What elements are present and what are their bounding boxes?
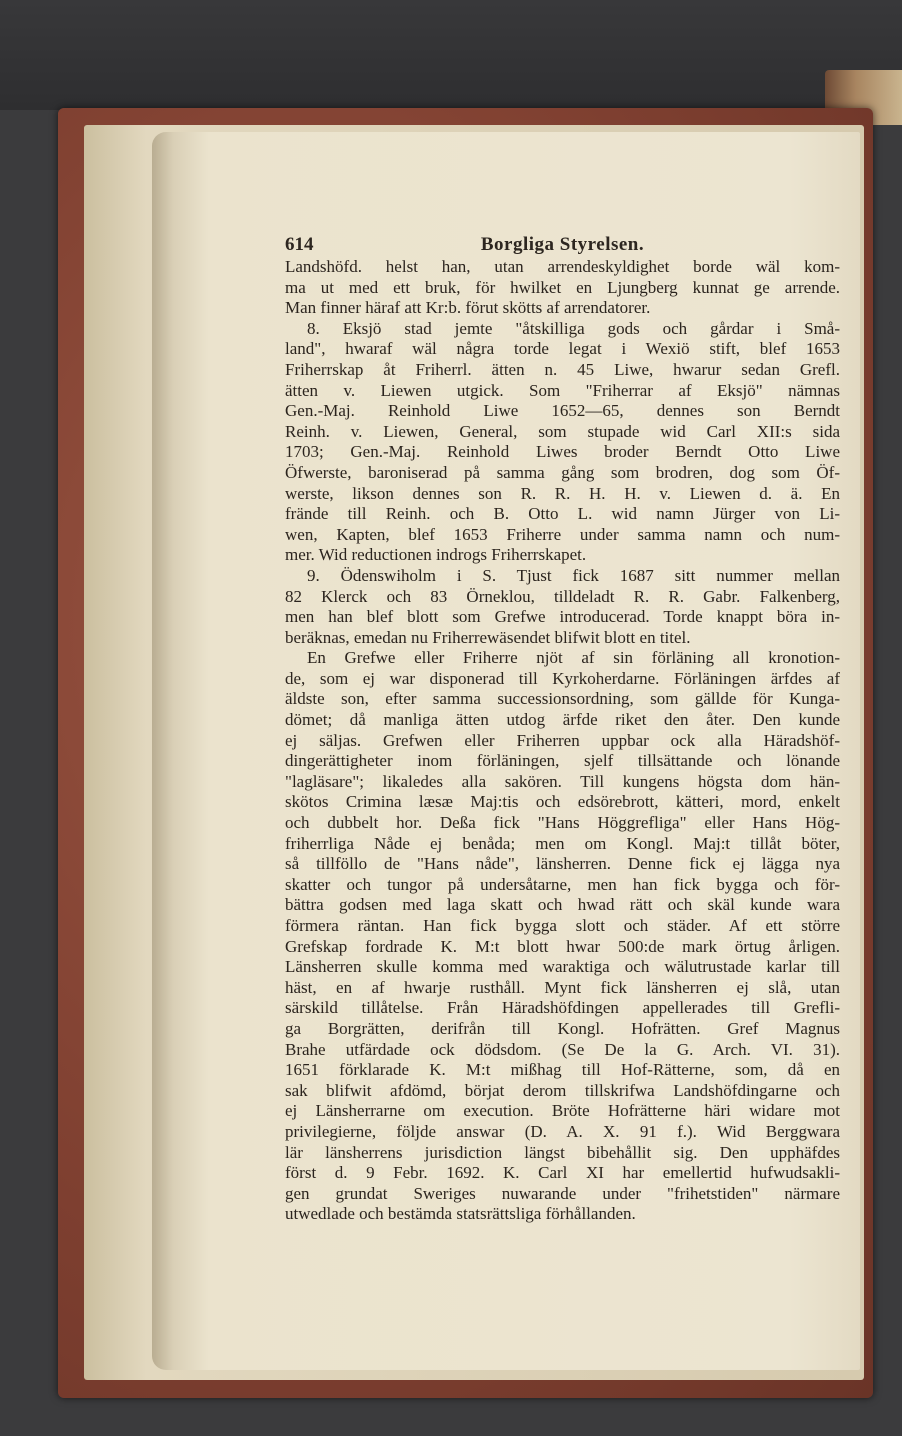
running-title: Borgliga Styrelsen. bbox=[480, 234, 645, 255]
text-line: de, som ej war disponerad till Kyrkoherdarne. Förläningen ärfdes af bbox=[285, 668, 840, 688]
text-line: ätten v. Liewen utgick. Som "Friherrar af Eksjö" nämnas bbox=[285, 380, 840, 400]
text-line: utwedlade och bestämda statsrättsliga förhållanden. bbox=[285, 1204, 636, 1224]
text-line: Reinh. v. Liewen, General, som stupade wid Carl XII:s sida bbox=[285, 421, 840, 441]
text-line: lär länsherrens jurisdiction längst bibehållit sig. Den upphäfdes bbox=[285, 1142, 840, 1162]
paragraph bbox=[285, 566, 840, 648]
text-line: land", hwaraf wäl några torde legat i Wexiö stift, blef 1653 bbox=[285, 339, 840, 359]
text-line: häst, en af hwarje rusthåll. Mynt fick länsherren ej slå, utan bbox=[285, 977, 840, 997]
text-line: ej Länsherrarne om execution. Bröte Hofrätterne häri widare mot bbox=[285, 1101, 840, 1121]
text-line: Öfwerste, baroniserad på samma gång som brodren, dog som Öf- bbox=[285, 462, 840, 482]
text-line: bättra godsen med laga skatt och hwad rätt och skäl kunde wara bbox=[285, 895, 840, 915]
text-line: wen, Kapten, blef 1653 Friherre under samma namn och num- bbox=[285, 524, 840, 544]
text-line: förmera räntan. Han fick bygga slott och städer. Af ett större bbox=[285, 916, 840, 935]
text-line: privilegierne, följde answar (D. A. X. 91 f.). Wid Berggwara bbox=[285, 1121, 840, 1141]
text-line: mer. Wid reductionen indrogs Friherrskapet. bbox=[285, 545, 587, 565]
text-line: Gen.-Maj. Reinhold Liwe 1652—65, dennes son Berndt bbox=[285, 401, 840, 421]
text-line: Grefskap fordrade K. M:t blott hwar 500:de mark örtug årligen. bbox=[285, 936, 840, 956]
text-line: Man finner häraf att Kr:b. förut skötts af arrendatorer. bbox=[285, 298, 651, 318]
text-line: Friherrskap åt Friherrl. ätten n. 45 Liwe, hwarur sedan Grefl. bbox=[285, 359, 840, 379]
text-line: gen grundat Sweriges nuwarande under "frihetstiden" närmare bbox=[285, 1183, 840, 1203]
page-number: 614 bbox=[285, 234, 314, 255]
text-line: men han blef blott som Grefwe introducerad. Torde knappt böra in- bbox=[285, 607, 840, 627]
background bbox=[0, 0, 902, 110]
text-line: 1651 förklarade K. M:t mißhag till Hof-Rätterne, som, då en bbox=[285, 1060, 840, 1080]
paragraph bbox=[285, 648, 840, 1225]
text-line: 8. Eksjö stad jemte "åtskilliga gods och gårdar i Små- bbox=[307, 318, 840, 338]
paragraph bbox=[285, 319, 840, 566]
text-line: skatter och tungor på undersåtarne, men han fick bygga och för- bbox=[285, 874, 840, 894]
text-line: ej säljas. Grefwen eller Friherren uppbar ock alla Häradshöf- bbox=[285, 730, 840, 750]
text-line: först d. 9 Febr. 1692. K. Carl XI har emellertid hufwudsakli- bbox=[285, 1163, 840, 1183]
text-line: beräknas, emedan nu Friherrewäsendet blifwit blott en titel. bbox=[285, 627, 691, 647]
text-line: Länsherren skulle komma med waraktiga och wälutrustade karlar till bbox=[285, 957, 840, 977]
text-line: och dubbelt hor. Deßa fick "Hans Höggrefliga" eller Hans Hög- bbox=[285, 813, 840, 833]
page-header bbox=[285, 234, 840, 258]
text-line: så tillföllo de "Hans nåde", länsherren. Denne fick ej lägga nya bbox=[285, 854, 840, 874]
text-line: 1703; Gen.-Maj. Reinhold Liwes broder Berndt Otto Liwe bbox=[285, 442, 840, 462]
text-line: ma ut med ett bruk, för hwilket en Ljungberg kunnat ge arrende. bbox=[285, 277, 840, 297]
text-line: werste, likson dennes son R. R. H. H. v. Liewen d. ä. En bbox=[285, 483, 840, 503]
paragraph bbox=[285, 257, 840, 319]
text-line: 9. Ödenswiholm i S. Tjust fick 1687 sitt nummer mellan bbox=[307, 565, 840, 585]
page-body-text bbox=[285, 257, 840, 1225]
text-line: frände till Reinh. och B. Otto L. wid namn Jürger von Li- bbox=[285, 504, 840, 524]
text-line: Brahe utfärdade ock dödsdom. (Se De la G. Arch. VI. 31). bbox=[285, 1039, 840, 1059]
text-line: särskild tillåtelse. Från Häradshöfdingen appellerades till Grefli- bbox=[285, 998, 840, 1018]
text-line: dömet; då manliga ätten utdog ärfde riket den åter. Den kunde bbox=[285, 710, 840, 730]
text-line: äldste son, efter samma successionsordning, som gällde för Kunga- bbox=[285, 689, 840, 709]
text-line: friherrliga Nåde ej benåda; men om Kongl. Maj:t tillåt böter, bbox=[285, 833, 840, 853]
text-line: dingerättigheter inom förläningen, sjelf tillsättande och lönande bbox=[285, 751, 840, 771]
text-line: sak blifwit afdömd, börjat derom tillskrifwa Landshöfdingarne och bbox=[285, 1080, 840, 1100]
text-line: "lagläsare"; likaledes alla sakören. Till kungens högsta dom hän- bbox=[285, 771, 840, 791]
text-line: ga Borgrätten, derifrån till Kongl. Hofrätten. Gref Magnus bbox=[285, 1018, 840, 1038]
text-line: skötos Crimina læsæ Maj:tis och edsörebrott, kätteri, mord, enkelt bbox=[285, 792, 840, 812]
text-line: En Grefwe eller Friherre njöt af sin förläning all kronotion- bbox=[307, 648, 840, 668]
text-line: Landshöfd. helst han, utan arrendeskyldighet borde wäl kom- bbox=[285, 257, 840, 276]
text-line: 82 Klerck och 83 Örneklou, tilldeladt R. R. Gabr. Falkenberg, bbox=[285, 586, 840, 606]
